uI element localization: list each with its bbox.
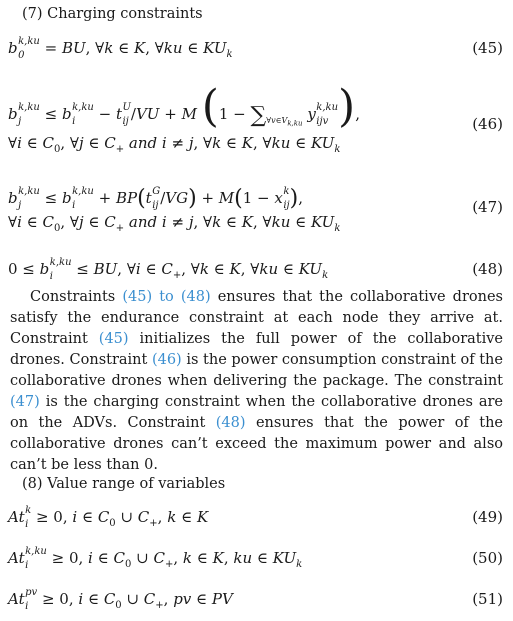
equation-number-48: (48) (472, 260, 503, 278)
equation-50: At k,ku i ≥ 0, i ∈ $C_0$ ∪ $C_+$, k ∈ K, ku ∈ $KU_k$ (50) (8, 546, 503, 571)
equation-number-50: (50) (472, 549, 503, 567)
section-heading-value-range: (8) Value range of variables (22, 476, 226, 492)
equation-47: b k,ku j ≤ b k,ku i + BP(t G ij /VG) + M(1 − x k ij ), ∀i ∈ $C_0$, ∀j ∈ $C_+$ and i ≠ j, ∀k ∈ K, ∀ku ∈ $KU_k$ (47) (8, 186, 503, 234)
equation-48: 0 ≤ b k,ku i ≤ BU, ∀i ∈ $C_+$, ∀k ∈ K, ∀ku ∈ $KU_k$ (48) (8, 257, 503, 282)
ref-link-45[interactable]: (45) (98, 331, 129, 347)
equation-46: b k,ku j ≤ b k,ku i − t U ij /VU + M ($1 - \sum_{\forall v\in V_{k,ku}}$ y k,ku ijv ), ∀i ∈ $C_0$, ∀j ∈ $C_+$ and i ≠ j, ∀k ∈ K, ∀ku ∈ $KU_k$ (46) (8, 81, 503, 155)
ref-link-48[interactable]: (48) (215, 415, 246, 431)
ref-link-45-to-48[interactable]: (45) to (48) (122, 289, 211, 305)
equation-51: At pv i ≥ 0, i ∈ $C_0$ ∪ $C_+$, pv ∈ PV (51) (8, 587, 503, 612)
section-heading-charging: (7) Charging constraints (22, 6, 203, 22)
equation-number-46: (46) (472, 115, 503, 133)
equation-number-49: (49) (472, 508, 503, 526)
equation-49: At k i ≥ 0, i ∈ $C_0$ ∪ $C_+$, k ∈ K (49) (8, 505, 503, 530)
equation-number-45: (45) (472, 39, 503, 57)
equation-number-47: (47) (472, 198, 503, 216)
ref-link-47[interactable]: (47) (10, 394, 40, 410)
equation-45: b k,ku 0 = BU, ∀k ∈ K, ∀ku ∈ $KU_k$ (45) (8, 36, 503, 61)
equation-number-51: (51) (472, 590, 503, 608)
ref-link-46[interactable]: (46) (151, 352, 182, 368)
body-paragraph: Constraints (45) to (48) ensures that the collaborative drones satisfy the endurance constraint at each node they arrive at. Constraint (45) initializes the full power of the collaborative drones. Constraint (46) is the power consumption constraint of the collaborative drones when delivering the package. The constraint (47) is the charging constraint when the collaborative drones are on the ADVs. Constraint (48) ensures that the power of the collaborative drones can’t exceed the maximum power and also can’t be less than 0. (10, 289, 504, 473)
